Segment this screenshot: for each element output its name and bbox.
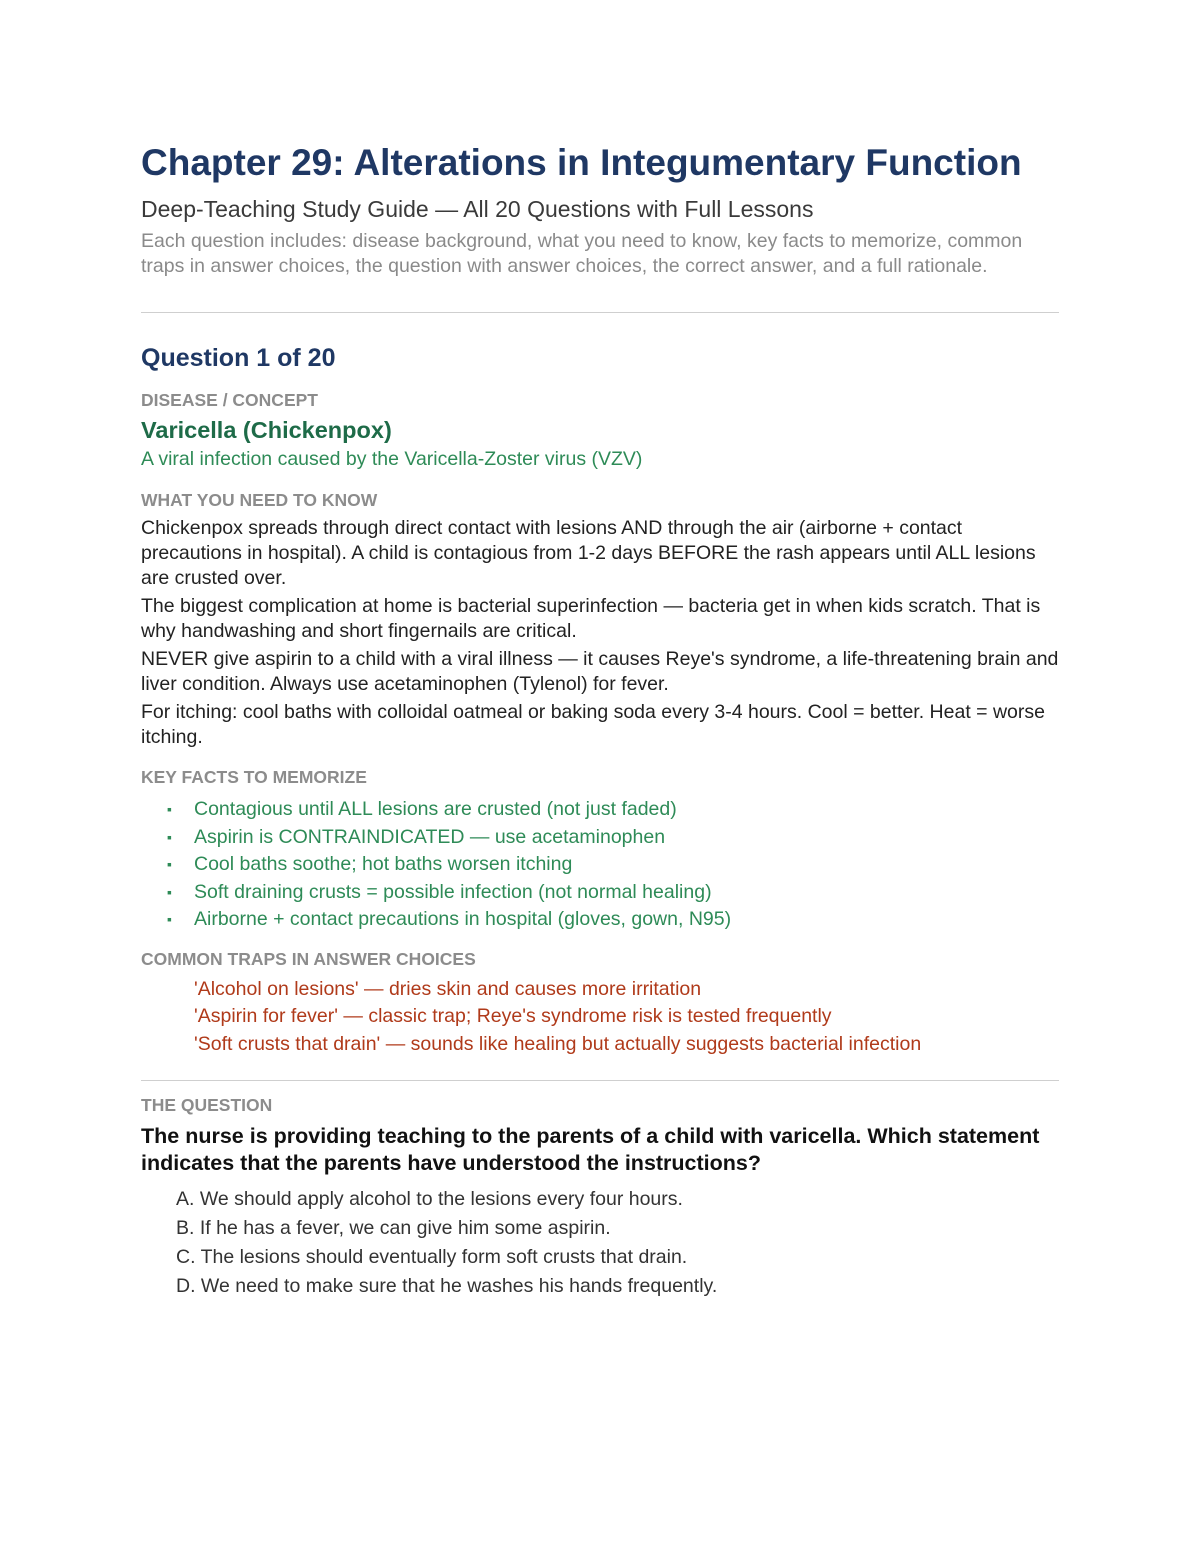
- list-item: [141, 796, 1059, 824]
- question-heading: Question 1 of 20: [141, 344, 336, 372]
- key-fact-text: Soft draining crusts = possible infection (not normal healing): [194, 880, 712, 903]
- need-to-know-paragraph: For itching: cool baths with colloidal oatmeal or baking soda every 3-4 hours. Cool = better. Heat = worse itching.: [141, 701, 1045, 748]
- document-subtitle: Deep-Teaching Study Guide — All 20 Questions with Full Lessons: [141, 196, 814, 222]
- question-stem: The nurse is providing teaching to the parents of a child with varicella. Which statement indicates that the parents have understood the instructions?: [141, 1124, 1040, 1175]
- answer-choice-c: C. The lesions should eventually form soft crusts that drain.: [176, 1246, 688, 1268]
- answer-choice-a: A. We should apply alcohol to the lesions every four hours.: [176, 1188, 683, 1210]
- key-facts-list: [141, 796, 1059, 934]
- trap-item: 'Alcohol on lesions' — dries skin and causes more irritation: [194, 977, 702, 1000]
- document-title: Chapter 29: Alterations in Integumentary Function: [141, 142, 1022, 183]
- key-fact-text: Contagious until ALL lesions are crusted (not just faded): [194, 798, 677, 820]
- bullet-icon: ▪: [167, 911, 172, 927]
- key-fact-text: Aspirin is CONTRAINDICATED — use acetaminophen: [194, 825, 666, 848]
- list-item: [141, 824, 1059, 852]
- need-to-know-paragraph: The biggest complication at home is bacterial superinfection — bacteria get in when kids scratch. That is why handwashing and short fingernails are critical.: [141, 595, 1041, 642]
- need-to-know-paragraph: NEVER give aspirin to a child with a viral illness — it causes Reye's syndrome, a life-threatening brain and liver condition. Always use acetaminophen (Tylenol) for fever.: [141, 648, 1059, 695]
- question-section: [141, 343, 1059, 1301]
- bullet-icon: ▪: [167, 801, 172, 817]
- section-divider: [141, 312, 1059, 313]
- disease-label: DISEASE / CONCEPT: [141, 390, 318, 410]
- section-divider: [141, 1080, 1059, 1081]
- list-item: [141, 879, 1059, 907]
- bullet-icon: ▪: [167, 856, 172, 872]
- question-label: THE QUESTION: [141, 1095, 273, 1115]
- traps-label: COMMON TRAPS IN ANSWER CHOICES: [141, 948, 476, 969]
- key-facts-label: KEY FACTS TO MEMORIZE: [141, 767, 367, 787]
- key-fact-text: Airborne + contact precautions in hospital (gloves, gown, N95): [194, 908, 732, 930]
- trap-item: 'Soft crusts that drain' — sounds like healing but actually suggests bacterial infection: [194, 1032, 922, 1055]
- study-guide-page: [141, 140, 1059, 1301]
- answer-choices: [141, 1185, 1059, 1301]
- need-to-know-paragraph: Chickenpox spreads through direct contact with lesions AND through the air (airborne + contact precautions in hospital). A child is contagious from 1-2 days BEFORE the rash appears until ALL lesions are crusted over.: [141, 517, 1036, 589]
- key-fact-text: Cool baths soothe; hot baths worsen itching: [194, 853, 573, 875]
- disease-name: Varicella (Chickenpox): [141, 417, 392, 443]
- bullet-icon: ▪: [167, 883, 172, 900]
- disease-description: A viral infection caused by the Varicella-Zoster virus (VZV): [141, 448, 643, 470]
- list-item: [141, 906, 1059, 934]
- answer-choice-b: B. If he has a fever, we can give him some aspirin.: [176, 1217, 611, 1239]
- bullet-icon: ▪: [167, 828, 172, 845]
- list-item: [141, 851, 1059, 879]
- need-to-know-label: WHAT YOU NEED TO KNOW: [141, 490, 378, 510]
- need-to-know-body: [141, 516, 1059, 750]
- traps-list: [141, 976, 1059, 1059]
- trap-item: 'Aspirin for fever' — classic trap; Reye's syndrome risk is tested frequently: [194, 1005, 832, 1027]
- answer-choice-d: D. We need to make sure that he washes his hands frequently.: [176, 1275, 718, 1297]
- document-intro: Each question includes: disease background, what you need to know, key facts to memorize, common traps in answer choices, the question with answer choices, the correct answer, and a full rationale.: [141, 230, 1023, 277]
